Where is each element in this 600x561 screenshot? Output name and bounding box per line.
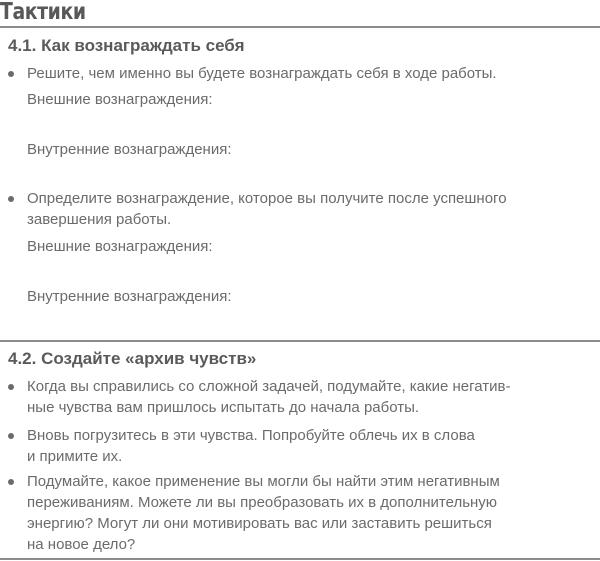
- list-item-text: завершения работы.: [27, 211, 172, 228]
- list-item-text: Подумайте, какое применение вы могли бы найти этим негативным: [27, 473, 500, 490]
- external-rewards-label: Внешние вознаграждения:: [27, 91, 213, 108]
- divider-top: [0, 26, 600, 28]
- section-heading-4-1: 4.1. Как вознаграждать себя: [8, 36, 245, 55]
- section-heading-4-2: 4.2. Создайте «архив чувств»: [8, 349, 257, 368]
- list-item-text: ные чувства вам пришлось испытать до начала работы.: [27, 399, 420, 416]
- divider-middle: [0, 340, 600, 342]
- list-item-text: Когда вы справились со сложной задачей, подумайте, какие негатив-: [27, 378, 511, 395]
- list-item-text: энергию? Могут ли они мотивировать вас или заставить решиться: [27, 515, 492, 532]
- list-item-text: на новое дело?: [27, 536, 136, 553]
- bullet-icon: [8, 71, 14, 77]
- bullet-icon: [8, 384, 14, 390]
- list-item: [8, 425, 593, 467]
- list-item: [8, 376, 593, 418]
- internal-rewards-label: Внутренние вознаграждения:: [27, 141, 232, 158]
- list-item-text: Вновь погрузитесь в эти чувства. Попробуйте облечь их в слова: [27, 427, 475, 444]
- page-title: Тактики: [0, 0, 86, 25]
- bullet-icon: [8, 433, 14, 439]
- divider-bottom: [0, 558, 600, 560]
- bullet-icon: [8, 196, 14, 202]
- list-item: [8, 63, 593, 84]
- list-item-text: Определите вознаграждение, которое вы получите после успешного: [27, 190, 507, 207]
- internal-rewards-label: Внутренние вознаграждения:: [27, 288, 232, 305]
- list-item: [8, 188, 593, 230]
- list-item-text: Решите, чем именно вы будете вознаграждать себя в ходе работы.: [27, 65, 497, 82]
- list-item-text: и примите их.: [27, 448, 123, 465]
- list-item-text: переживаниям. Можете ли вы преобразовать их в дополнительную: [27, 494, 498, 511]
- bullet-icon: [8, 479, 14, 485]
- external-rewards-label: Внешние вознаграждения:: [27, 238, 213, 255]
- list-item: [8, 471, 593, 555]
